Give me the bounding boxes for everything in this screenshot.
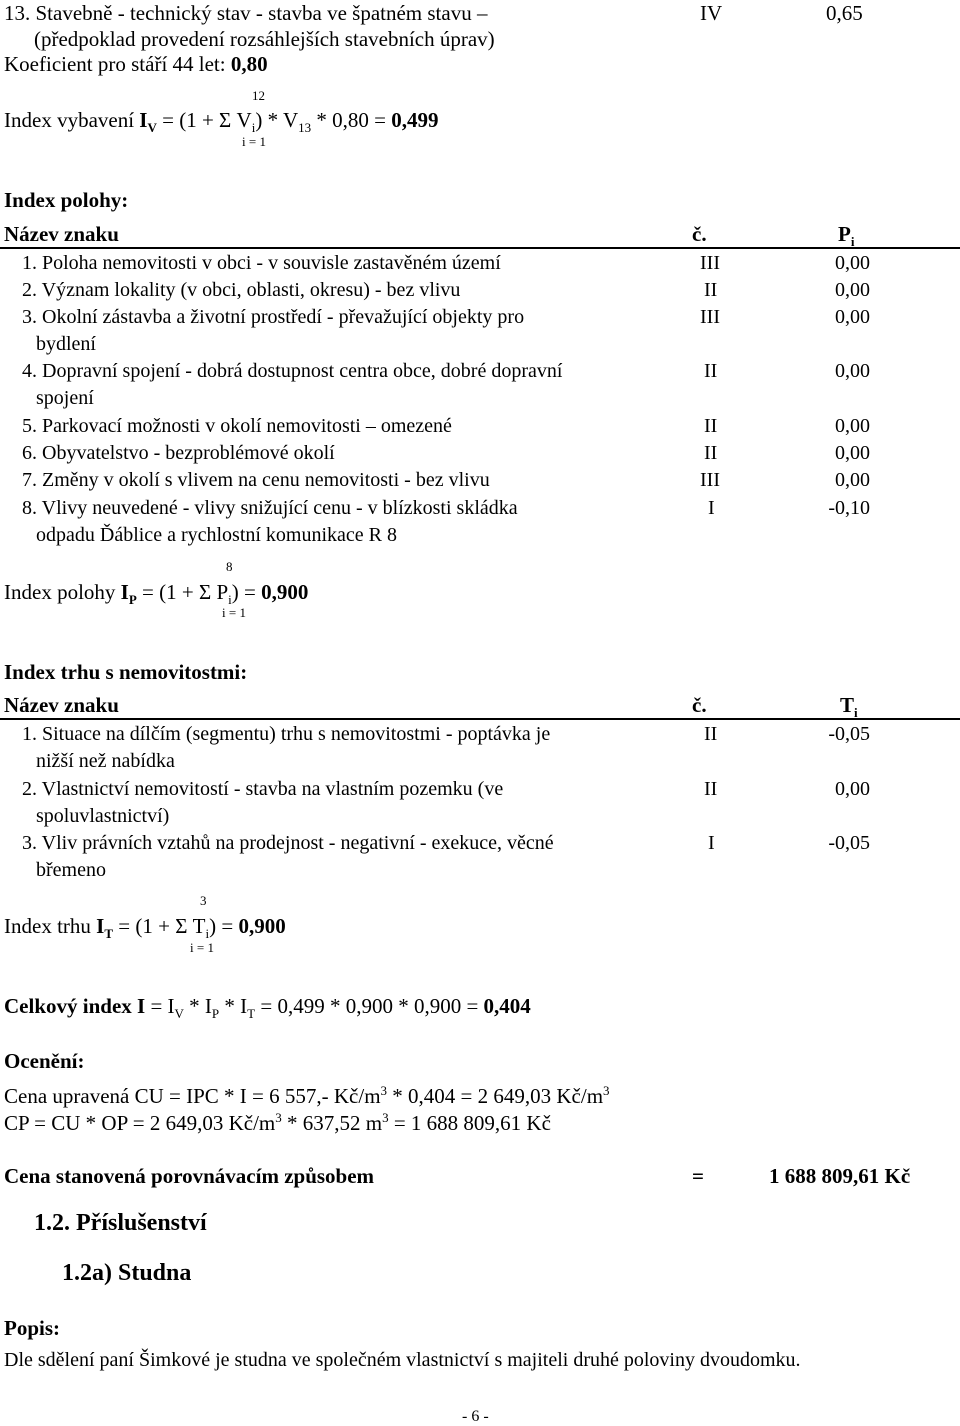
formula-symbol: I <box>96 914 105 938</box>
oceneni-line2 <box>4 1110 551 1137</box>
poloha-row-l1: 5. Parkovací možnosti v okolí nemovitosti – omezené <box>22 415 452 437</box>
oceneni-heading: Ocenění: <box>4 1049 85 1073</box>
sum-lower-limit: i = 1 <box>190 940 214 955</box>
poloha-row-l1: 2. Význam lokality (v obci, oblasti, okresu) - bez vlivu <box>22 279 461 301</box>
poloha-row-c: I <box>708 497 715 519</box>
koeficient-stari-label: Koeficient pro stáří 44 let: <box>4 52 226 76</box>
poloha-row-l1: 7. Změny v okolí s vlivem na cenu nemovitosti - bez vlivu <box>22 469 490 491</box>
formula-part: * 637,52 m <box>281 1111 383 1135</box>
poloha-row-l1: 4. Dopravní spojení - dobrá dostupnost centra obce, dobré dopravní <box>22 360 563 382</box>
sum-lower-limit: i = 1 <box>222 605 246 620</box>
formula-part: * I <box>219 994 248 1018</box>
formula-result: 0,900 <box>238 914 286 938</box>
formula-part: = (1 + Σ T <box>113 914 206 938</box>
poloha-row-c: III <box>700 252 720 274</box>
formula-symbol: I <box>120 580 129 604</box>
formula-part: = (1 + Σ V <box>156 108 252 132</box>
trh-row-l1: 2. Vlastnictví nemovitostí - stavba na vlastním pozemku (ve <box>22 778 504 800</box>
formula-part: Cena upravená CU = IPC * I = 6 557,- Kč/m <box>4 1084 381 1108</box>
poloha-row-v: 0,00 <box>835 415 870 437</box>
formula-superscript: 3 <box>275 1110 282 1125</box>
trh-row-c: II <box>704 723 718 745</box>
poloha-row-v: 0,00 <box>835 279 870 301</box>
formula-subscript: i <box>228 592 232 608</box>
formula-symbol: I <box>139 108 148 132</box>
koeficient-stari-value: 0,80 <box>230 52 268 76</box>
formula-subscript: V <box>174 1006 184 1022</box>
studna-heading: 1.2a) Studna <box>62 1260 192 1286</box>
trh-col-t: $T_i$ <box>840 693 858 721</box>
poloha-row-v: -0,10 <box>828 497 870 519</box>
trh-row-l2: břemeno <box>36 859 106 881</box>
poloha-row-l2: spojení <box>36 387 94 409</box>
formula-part: CP = CU * OP = 2 649,03 Kč/m <box>4 1111 276 1135</box>
poloha-row-v: 0,00 <box>835 306 870 328</box>
formula-superscript: 3 <box>603 1083 610 1098</box>
trh-col-name: Název znaku <box>4 693 119 717</box>
sum-lower-limit: i = 1 <box>242 134 266 149</box>
cena-stanovena-eq: = <box>692 1164 704 1188</box>
formula-subscript: i <box>251 120 256 136</box>
sum-upper-limit: 3 <box>200 893 207 908</box>
poloha-row-l2: bydlení <box>36 333 96 355</box>
poloha-col-p: $P_i$ <box>838 222 855 250</box>
stav-hodnota: 0,65 <box>826 1 863 25</box>
poloha-row-c: II <box>704 415 718 437</box>
poloha-row-c: III <box>700 469 720 491</box>
poloha-row-v: 0,00 <box>835 252 870 274</box>
formula-prefix: Index trhu <box>4 914 97 938</box>
koeficient-stari <box>4 51 268 78</box>
poloha-col-name: Název znaku <box>4 222 119 246</box>
stav-line1: 13. Stavebně - technický stav - stavba ve špatném stavu – <box>4 1 488 25</box>
header-rule <box>0 247 960 249</box>
trh-row-l2: spoluvlastnictví) <box>36 805 170 827</box>
poloha-row-c: III <box>700 306 720 328</box>
sum-upper-limit: 12 <box>252 88 265 103</box>
trh-row-c: II <box>704 778 718 800</box>
page-number: - 6 - <box>462 1408 489 1425</box>
formula-part: * 0,404 = 2 649,03 Kč/m <box>387 1084 604 1108</box>
formula-part: ) = <box>231 580 262 604</box>
formula-subscript: T <box>104 926 114 942</box>
formula-part: = I <box>145 994 175 1018</box>
poloha-row-c: II <box>704 360 718 382</box>
trh-row-l2: nižší než nabídka <box>36 750 175 772</box>
cena-stanovena-value: 1 688 809,61 Kč <box>769 1164 911 1188</box>
sum-upper-limit: 8 <box>226 559 233 574</box>
trh-heading: Index trhu s nemovitostmi: <box>4 660 248 684</box>
formula-subscript: P <box>211 1006 220 1022</box>
formula-subscript: V <box>147 120 157 136</box>
poloha-row-l1: 8. Vlivy neuvedené - vlivy snižující cenu - v blízkosti skládka <box>22 497 518 519</box>
formula-result: 0,499 <box>391 108 439 132</box>
celkovy-index <box>4 993 531 1020</box>
formula-part: * I <box>183 994 212 1018</box>
formula-part: ) * V <box>255 108 299 132</box>
formula-subscript: 13 <box>298 120 312 136</box>
formula-result: 0,900 <box>261 580 309 604</box>
poloha-row-v: 0,00 <box>835 442 870 464</box>
popis-text: Dle sdělení paní Šimkové je studna ve společném vlastnictví s majiteli druhé poloviny dvoudomku. <box>4 1349 801 1371</box>
stav-cislo: IV <box>700 1 723 25</box>
index-polohy-formula <box>4 579 308 606</box>
formula-part: ) = <box>209 914 239 938</box>
formula-prefix: Index polohy <box>4 580 121 604</box>
trh-row-c: I <box>708 832 715 854</box>
formula-part: = (1 + Σ P <box>136 580 229 604</box>
poloha-row-c: II <box>704 279 718 301</box>
celkovy-label: Celkový index I <box>4 994 146 1018</box>
header-rule <box>0 718 960 720</box>
formula-prefix: Index vybavení <box>4 108 140 132</box>
formula-subscript: i <box>205 926 210 942</box>
trh-row-l1: 3. Vliv právních vztahů na prodejnost - negativní - exekuce, věcné <box>22 832 554 854</box>
trh-row-v: -0,05 <box>828 832 870 854</box>
formula-superscript: 3 <box>380 1083 388 1098</box>
index-trhu-formula <box>4 913 286 940</box>
stav-line2: (předpoklad provedení rozsáhlejších stavebních úprav) <box>34 27 495 51</box>
trh-row-v: -0,05 <box>828 723 870 745</box>
poloha-heading: Index polohy: <box>4 188 129 212</box>
poloha-row-l1: 1. Poloha nemovitosti v obci - v souvisle zastavěném území <box>22 252 501 274</box>
poloha-row-l1: 6. Obyvatelstvo - bezproblémové okolí <box>22 442 335 464</box>
index-vybaveni-formula <box>4 107 438 134</box>
formula-superscript: 3 <box>382 1110 389 1125</box>
poloha-row-l1: 3. Okolní zástavba a životní prostředí - převažující objekty pro <box>22 306 525 328</box>
poloha-row-v: 0,00 <box>835 469 870 491</box>
formula-part: = 0,499 * 0,900 * 0,900 = <box>255 994 484 1018</box>
poloha-row-l2: odpadu Ďáblice a rychlostní komunikace R 8 <box>36 524 398 546</box>
cena-stanovena-label: Cena stanovená porovnávacím způsobem <box>4 1164 375 1188</box>
formula-subscript: T <box>247 1006 256 1022</box>
trh-row-l1: 1. Situace na dílčím (segmentu) trhu s nemovitostmi - poptávka je <box>22 723 551 745</box>
formula-result: 0,404 <box>483 994 531 1018</box>
poloha-col-c: č. <box>692 222 707 246</box>
trh-col-c: č. <box>692 693 707 717</box>
trh-row-v: 0,00 <box>835 778 870 800</box>
oceneni-line1 <box>4 1083 610 1110</box>
formula-part: * 0,80 = <box>311 108 392 132</box>
poloha-row-c: II <box>704 442 718 464</box>
prislusenstvi-heading: 1.2. Příslušenství <box>34 1210 207 1236</box>
popis-heading: Popis: <box>4 1316 61 1340</box>
formula-part: = 1 688 809,61 Kč <box>388 1111 551 1135</box>
formula-subscript: P <box>128 592 137 608</box>
poloha-row-v: 0,00 <box>835 360 870 382</box>
